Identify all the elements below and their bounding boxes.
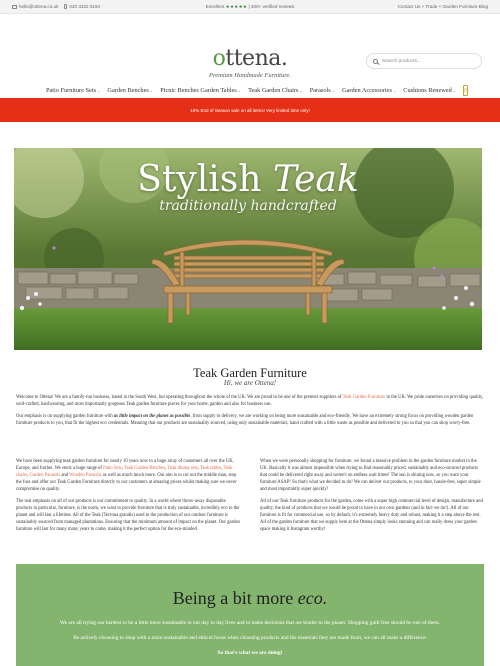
- site-tagline: Premium Handmade Furniture.: [208, 72, 292, 79]
- intro-paragraph-1: Welcome to Ottena! We are a family-run business, based in the South West, but operating throughout the whole of the UK. We are proud to be one of the premier suppliers of Teak Garden Furniture in the UK. We pride ourselves on providing quality, well-crafted, hardwearing, and most importantly gorgeous Teak garden furniture pieces for your home, garden and also for business use.: [16, 395, 484, 407]
- site-header: [0, 14, 500, 84]
- contact-info: [12, 4, 162, 9]
- nav-garden-benches[interactable]: Garden Benches ⌄: [107, 87, 153, 94]
- eco-paragraph-2: Be actively choosing to shop with a more sustainable and ethical focus when choosing products and the materials they are made from, we can all make a difference.: [73, 635, 427, 641]
- intro-text: [16, 394, 484, 432]
- nav-patio-furniture-sets[interactable]: Patio Furniture Sets ⌄: [46, 87, 100, 94]
- teak-dining-sets-link[interactable]: Teak dining sets: [167, 466, 198, 471]
- right-paragraph-1: When we were personally shopping for furniture, we found a massive problem in the garden furniture market in the UK. Basically it was almost impossible when trying to find reasonably priced, sustainably and eco-sourced products that could be delivered right away and weren't on endless wait times! The sun is shining now, so you want your furniture ASAP! So that's what we decided to do! We can deliver our products, to your door, hassle-free, super simple and most importantly super quickly!: [260, 459, 481, 492]
- teak-tables-link[interactable]: Teak tables: [200, 466, 222, 471]
- site-logo[interactable]: ottena.: [212, 46, 288, 71]
- phone-icon: [64, 4, 67, 9]
- intro-paragraph-2: Our emphasis is on supplying garden furniture with as little impact on the planet as possible, from supply to delivery, we are working on being more sustainable and eco-friendly. We have an extremely strong focus on providing wooden garden furniture products to you, that fit the highest eco credentials. Meaning that our products are sustainably sourced, using only sustainable materials, hand crafted with a little waste as possible and delivered to you so that you can shop worry-free.: [16, 414, 474, 426]
- eco-section: [16, 564, 484, 666]
- about-column-right: [260, 458, 484, 538]
- eco-title: Being a bit more eco.: [172, 588, 328, 608]
- teak-chairs-link[interactable]: Teak chairs: [16, 466, 233, 478]
- nav-picnic-benches-garden-tables[interactable]: Picnic Benches Garden Tables ⌄: [160, 87, 241, 94]
- top-bar: [0, 0, 500, 14]
- mail-icon: [12, 5, 17, 9]
- top-links[interactable]: Contact Us + Trade + Garden Furniture Blog: [397, 4, 488, 9]
- right-paragraph-2: All of our Teak furniture products for the garden, come with a super high commercial level of design, manufacture and quality, the kind of products that we would be proud to have in our own gardens (and in fact we do!). All of our furniture is fit for commercial use, so by default, it's extremely heavy duty and robust, making it a step above the rest. All of the garden furniture that we supply here at the Ottena simply looks stunning and can really dress your garden space making it Instagram worthy!: [260, 499, 483, 532]
- left-paragraph-1: We have been supplying teak garden furniture for nearly 10 years now to a huge array of customers all over the UK, Europe, and further. We stock a huge range of Patio Sets, Teak Garden Benches, Teak dining sets, Teak tables, Teak chairs, Garden Parasols and Wooden Parasols as well as much much more. Our aim is to cut out the middle man, stop the fuss and offer our Teak Garden Furniture directly to our customers at amazing prices whilst making sure we never compromise on quality.: [16, 459, 237, 492]
- teak-garden-benches-link[interactable]: Teak Garden Benches: [124, 466, 166, 471]
- nav-parasols[interactable]: Parasols ⌄: [310, 87, 335, 94]
- patio-sets-link[interactable]: Patio Sets: [103, 466, 122, 471]
- wooden-parasols-link[interactable]: Wooden Parasols: [69, 473, 102, 478]
- promo-banner[interactable]: 10% End of Season sale on all items! Very limited time only!: [0, 98, 500, 122]
- page-title: Teak Garden Furniture: [193, 366, 307, 380]
- search-placeholder: Search products...: [382, 58, 421, 64]
- email-link[interactable]: hello@ottena.co.uk: [12, 4, 58, 9]
- teak-garden-furniture-link[interactable]: Teak Garden Furniture: [342, 395, 386, 400]
- page-subtitle: Hi, we are Ottena!: [223, 379, 277, 387]
- hero-banner[interactable]: [14, 148, 482, 350]
- cart-button[interactable]: 0: [463, 85, 468, 96]
- rating-stars: ★★★★★: [225, 3, 248, 9]
- about-columns: [16, 458, 484, 538]
- nav-garden-accessories[interactable]: Garden Accessories ⌄: [342, 87, 396, 94]
- search-icon: [373, 59, 378, 64]
- search-input[interactable]: [366, 53, 482, 69]
- phone-link[interactable]: 020 3322 9194: [64, 4, 100, 9]
- reviews-summary[interactable]: Excellent ★★★★★ | 400+ verified reviews: [205, 3, 295, 9]
- about-column-left: [16, 458, 240, 538]
- hero-title: Stylish Teak: [137, 159, 359, 200]
- nav-teak-garden-chairs[interactable]: Teak Garden Chairs ⌄: [248, 87, 303, 94]
- eco-paragraph-1: We are all trying our hardest to be a little more sustainable in our day to day lives and to make decisions that are kinder to the planet. Shopping guilt free should be one of them.: [60, 620, 440, 626]
- main-nav: [46, 85, 467, 96]
- eco-paragraph-3: So that's what we are doing!: [217, 650, 283, 656]
- hero-subtitle: traditionally handcrafted: [159, 198, 337, 214]
- nav-cushions-renewed[interactable]: Cushions Renewed ⌄: [403, 87, 456, 94]
- garden-parasols-link[interactable]: Garden Parasols: [29, 473, 61, 478]
- left-paragraph-2: The real emphasis on all of our products is our commitment to quality. In a world where throw-away disposable products in particular, furniture, is the norm, we want to provide furniture that is truly sustainable, incredibly eco to the planet and will last a lifetime. All of the Teak (Tectona grandis) used in the production of our outdoor furniture is sustainably sourced from managed plantations. Ensuring that the minimum amount of impact on the planet. Our garden furniture will last for many many years to come, making it the perfect option for the eco-minded.: [16, 499, 240, 532]
